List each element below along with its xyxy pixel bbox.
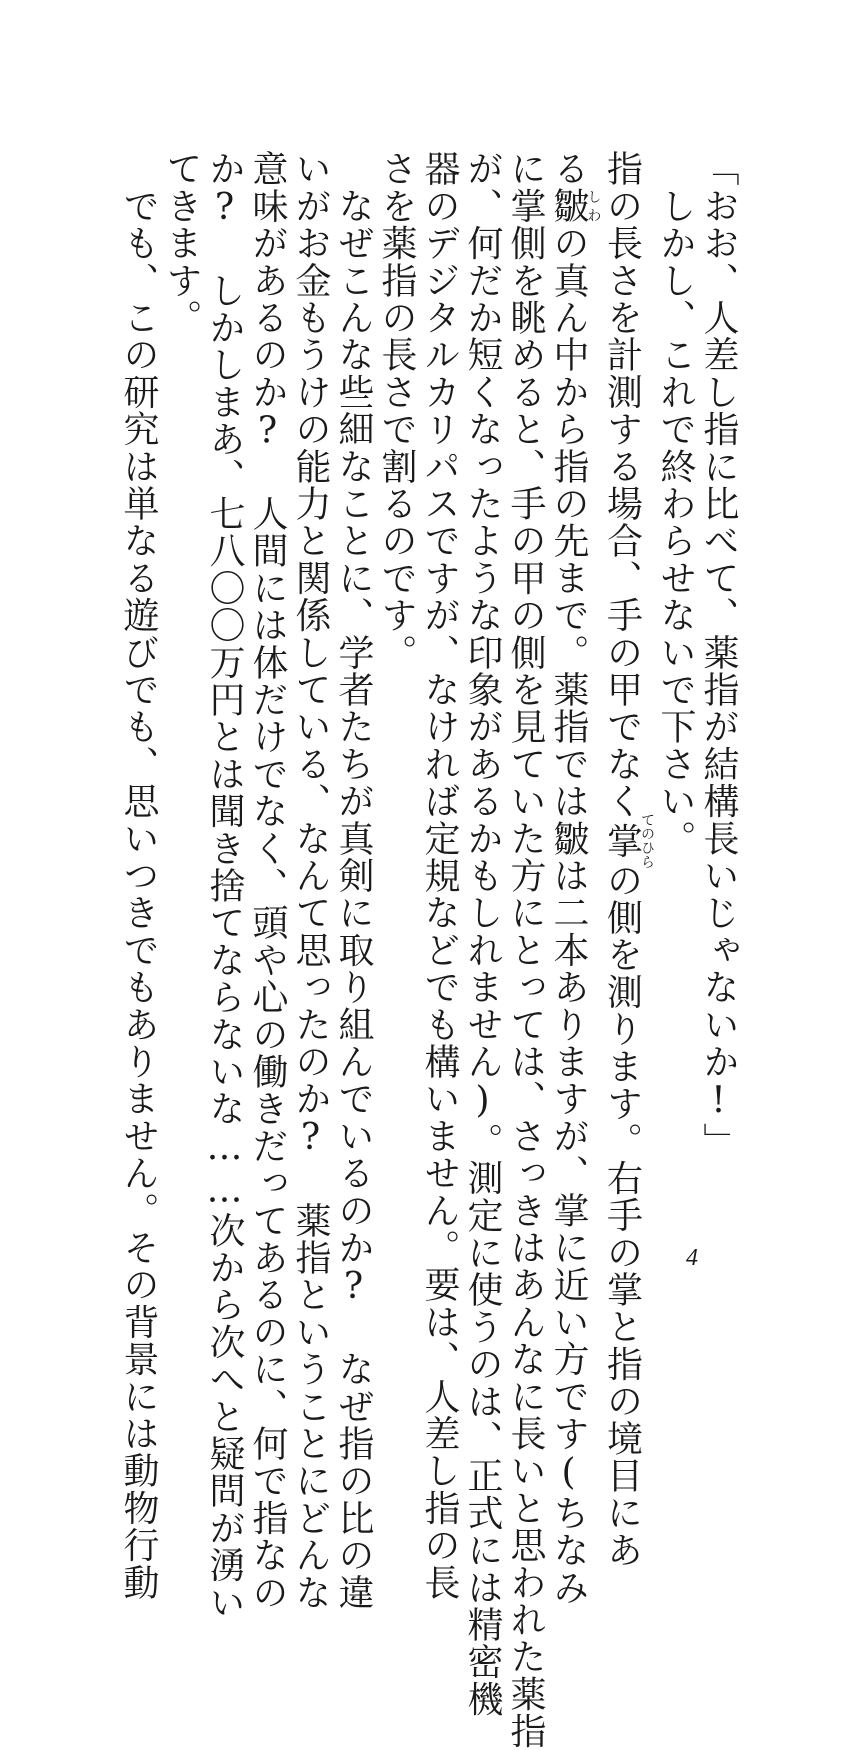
text-line: でも、この研究は単なる遊びでも、思いつきでもありません。その背景には動物行動 [118,187,159,1601]
text-line: 「おお、人差し指に比べて、薬指が結構長いじゃないか!」 [698,150,739,1160]
text-line: 器のデジタルカリパスですが、なければ定規などでも構いません。要は、人差し指の長 [419,150,460,1601]
text-line: なぜこんな些細なことに、学者たちが真剣に取り組んでいるのか? なぜ指の比の違 [333,187,374,1611]
text-line: てきます。 [161,150,202,336]
ruby-wrinkle: 皺しわ [548,187,602,225]
text-line: さを薬指の長さで割るのです。 [376,150,417,671]
text-line: いがお金もうけの能力と関係している、なんて思ったのか? 薬指ということにどんな [290,150,331,1611]
text-line: に掌側を眺めると、手の甲の側を見ていた方にとっては、さっきはあんなに長いと思われた薬指 [505,150,546,1750]
page-number: 4 [686,1245,698,1271]
ruby-palm: 掌てのひら [601,812,655,869]
text-line: る皺しわの真ん中から指の先まで。薬指では皺は二本ありますが、掌に近い方です(ちなみ [548,150,602,1606]
text-line: しかし、これで終わらせないで下さい。 [655,187,696,857]
text-line: か? しかしまあ、七八〇〇万円とは聞き捨てならないな……次から次へと疑問が湧い [204,150,245,1621]
text-line: が、何だか短くなったような印象があるかもしれません)。測定に使うのは、正式には精密機 [462,150,503,1718]
text-line: 意味があるのか? 人間には体だけでなく、頭や心の働きだってあるのに、何で指なの [247,150,288,1611]
vertical-text-block [117,150,740,1750]
text-line: 指の長さを計測する場合、手の甲でなく掌てのひらの側を測ります。右手の掌と指の境目にあ [601,150,655,1569]
